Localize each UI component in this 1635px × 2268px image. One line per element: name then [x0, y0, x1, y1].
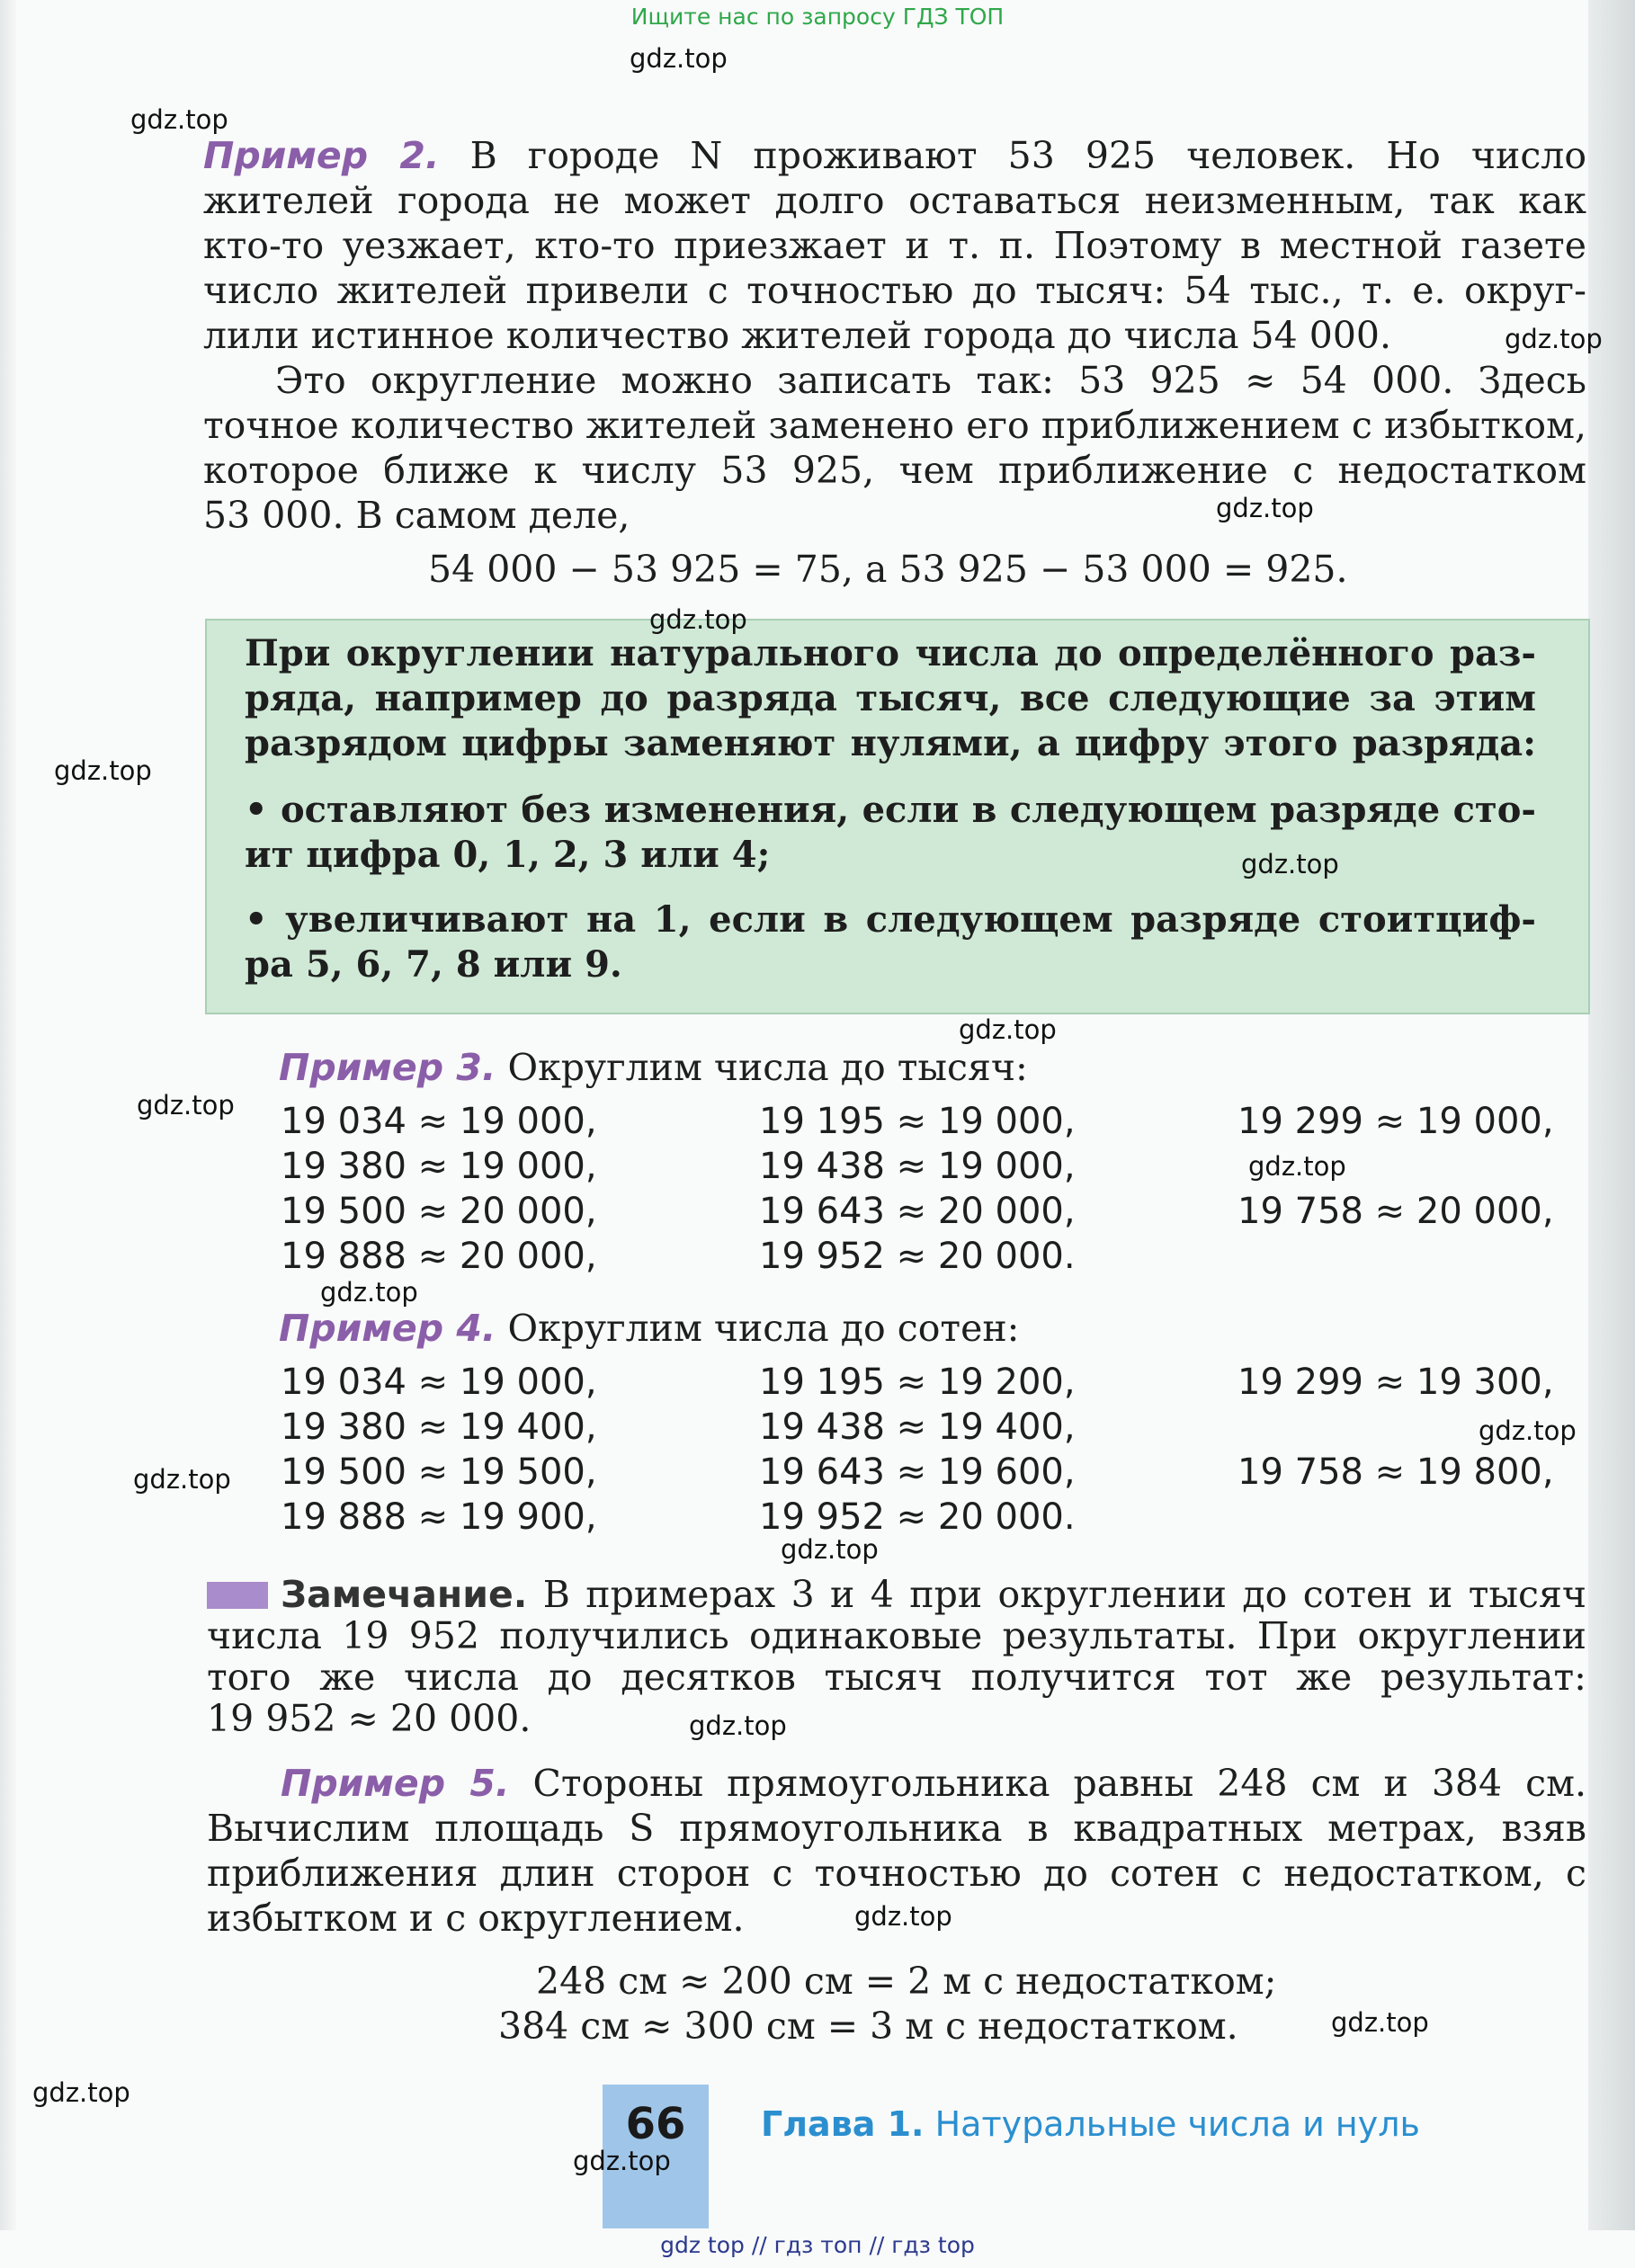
- watermark: gdz.top: [133, 1464, 231, 1495]
- example3-cell: 19 500 ≈ 20 000,: [281, 1191, 597, 1232]
- footer-links[interactable]: gdz top // гдз топ // гдз top: [660, 2232, 975, 2258]
- rule-line-3: разрядом цифры заменяют нулями, а цифру этого разряда:: [245, 722, 1536, 764]
- watermark: gdz.top: [1331, 2007, 1429, 2038]
- example3-cell: 19 299 ≈ 19 000,: [1237, 1101, 1554, 1142]
- example5-label: Пример 5.: [281, 1762, 510, 1805]
- note-label: Замечание.: [281, 1573, 528, 1616]
- watermark: gdz.top: [1241, 849, 1339, 880]
- rule-bullet2-line-2: ра 5, 6, 7, 8 или 9.: [245, 943, 622, 986]
- watermark: gdz.top: [130, 104, 228, 135]
- watermark: gdz.top: [689, 1710, 787, 1741]
- example3-cell: 19 195 ≈ 19 000,: [759, 1101, 1076, 1142]
- watermark: gdz.top: [854, 1901, 952, 1932]
- example2-line-6: Это округление можно записать так: 53 925 ≈ 54 000. Здесь: [275, 359, 1586, 402]
- watermark: gdz.top: [54, 755, 152, 786]
- watermark: gdz.top: [320, 1277, 418, 1308]
- example4-cell: 19 952 ≈ 20 000.: [759, 1496, 1076, 1538]
- page-binding-shadow: [0, 0, 16, 2230]
- top-banner[interactable]: Ищите нас по запросу ГДЗ ТОП: [630, 4, 1005, 30]
- example4-cell: 19 299 ≈ 19 300,: [1237, 1362, 1554, 1403]
- rule-bullet1-line-1: • оставляют без изменения, если в следующем разряде сто-: [245, 789, 1536, 831]
- example3-cell: 19 888 ≈ 20 000,: [281, 1236, 597, 1277]
- example3-label: Пример 3.: [279, 1046, 496, 1089]
- watermark: gdz.top: [649, 604, 747, 635]
- example2-line-1: Пример 2. В городе N проживают 53 925 человек. Но число: [203, 134, 1587, 177]
- watermark: gdz.top: [959, 1014, 1057, 1045]
- watermark: gdz.top: [630, 43, 728, 74]
- watermark: gdz.top: [781, 1534, 879, 1565]
- note-line-4: 19 952 ≈ 20 000.: [207, 1697, 532, 1740]
- example5-line-4: избытком и с округлением.: [207, 1897, 745, 1940]
- example3-cell: 19 952 ≈ 20 000.: [759, 1236, 1076, 1277]
- example2-label: Пример 2.: [203, 134, 440, 177]
- watermark: gdz.top: [32, 2077, 130, 2108]
- example4-cell: 19 888 ≈ 19 900,: [281, 1496, 597, 1538]
- watermark: gdz.top: [1248, 1151, 1346, 1182]
- example2-line-5: лили истинное количество жителей города до числа 54 000.: [203, 314, 1392, 357]
- rule-line-1: При округлении натурального числа до определённого раз-: [245, 632, 1536, 674]
- example4-cell: 19 034 ≈ 19 000,: [281, 1362, 597, 1403]
- example2-line-3: кто-то уезжает, кто-то приезжает и т. п. Поэтому в местной газете: [203, 224, 1586, 267]
- chapter-title: Глава 1. Натуральные числа и нуль: [761, 2104, 1420, 2144]
- note-line-2: числа 19 952 получились одинаковые результаты. При округлении: [207, 1614, 1586, 1657]
- example3-cell: 19 438 ≈ 19 000,: [759, 1146, 1076, 1187]
- note-line-1: Замечание. В примерах 3 и 4 при округлении до сотен и тысяч: [281, 1573, 1586, 1616]
- example5-line-3: приближения длин сторон с точностью до сотен с недостатком, с: [207, 1852, 1586, 1895]
- example4-cell: 19 380 ≈ 19 400,: [281, 1406, 597, 1448]
- example2-line-9: 53 000. В самом деле,: [203, 494, 630, 537]
- example2-line-2: жителей города не может долго оставаться неизменным, так как: [203, 179, 1586, 222]
- example4-label: Пример 4.: [279, 1307, 496, 1350]
- example4-cell: 19 500 ≈ 19 500,: [281, 1451, 597, 1493]
- example2-line-8: которое ближе к числу 53 925, чем приближение с недостатком: [203, 449, 1586, 492]
- rule-bullet2-line-1: • увеличивают на 1, если в следующем разряде стоитциф-: [245, 898, 1536, 941]
- example5-line-1: Пример 5. Стороны прямоугольника равны 248 см и 384 см.: [281, 1762, 1586, 1805]
- rule-bullet1-line-2: ит цифра 0, 1, 2, 3 или 4;: [245, 834, 771, 876]
- example2-line-4: число жителей привели с точностью до тысяч: 54 тыс., т. е. округ-: [203, 269, 1586, 312]
- example3-cell: 19 034 ≈ 19 000,: [281, 1101, 597, 1142]
- watermark: gdz.top: [1479, 1415, 1577, 1446]
- example4-cell: 19 195 ≈ 19 200,: [759, 1362, 1076, 1403]
- example5-formula-1: 248 см ≈ 200 см = 2 м с недостатком;: [536, 1960, 1277, 2003]
- example4-cell: 19 643 ≈ 19 600,: [759, 1451, 1076, 1493]
- example5-line-2: Вычислим площадь S прямоугольника в квадратных метрах, взяв: [207, 1807, 1586, 1850]
- rule-line-2: ряда, например до разряда тысяч, все следующие за этим: [245, 677, 1536, 719]
- example5-formula-2: 384 см ≈ 300 см = 3 м с недостатком.: [498, 2005, 1238, 2048]
- page-number: 66: [625, 2099, 686, 2149]
- watermark: gdz.top: [1505, 324, 1603, 354]
- example3-heading: Пример 3. Округлим числа до тысяч:: [279, 1046, 1028, 1089]
- example4-heading: Пример 4. Округлим числа до сотен:: [279, 1307, 1020, 1350]
- example3-cell: 19 380 ≈ 19 000,: [281, 1146, 597, 1187]
- watermark: gdz.top: [137, 1090, 235, 1121]
- note-line-3: того же числа до десятков тысяч получится тот же результат:: [207, 1656, 1586, 1699]
- example3-cell: 19 643 ≈ 20 000,: [759, 1191, 1076, 1232]
- example4-cell: 19 758 ≈ 19 800,: [1237, 1451, 1554, 1493]
- watermark: gdz.top: [573, 2146, 671, 2176]
- example2-line-7: точное количество жителей заменено его приближением с избытком,: [203, 404, 1586, 447]
- watermark: gdz.top: [1216, 493, 1314, 523]
- example2-formula: 54 000 − 53 925 = 75, а 53 925 − 53 000 = 925.: [428, 548, 1348, 591]
- example4-cell: 19 438 ≈ 19 400,: [759, 1406, 1076, 1448]
- chapter-label: Глава 1.: [761, 2104, 925, 2144]
- example3-cell: 19 758 ≈ 20 000,: [1237, 1191, 1554, 1232]
- note-marker: [207, 1582, 268, 1609]
